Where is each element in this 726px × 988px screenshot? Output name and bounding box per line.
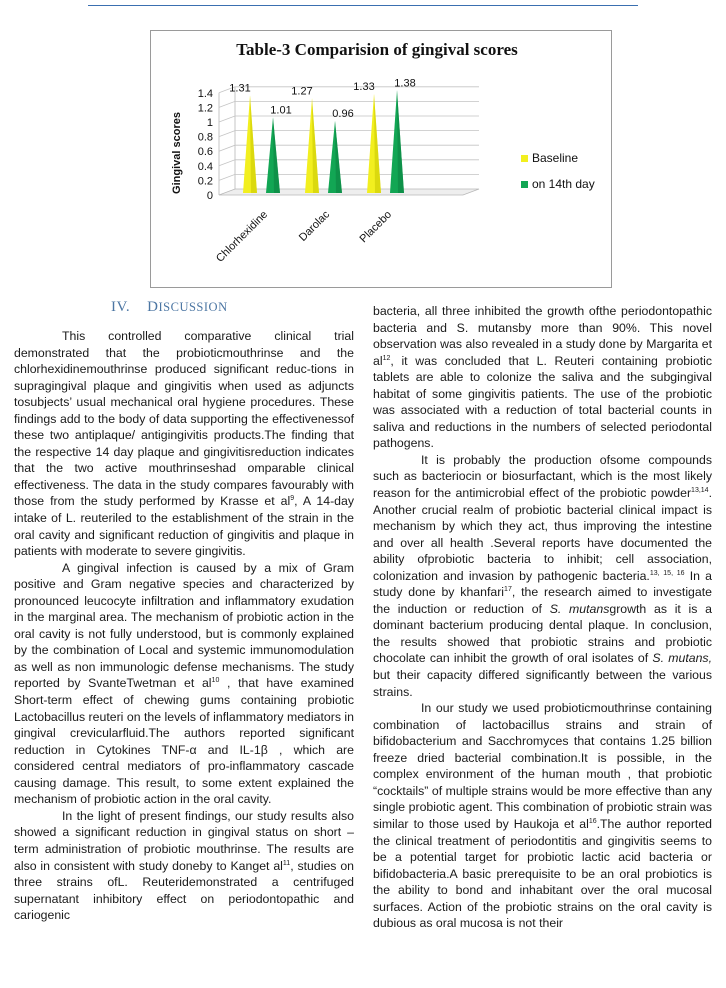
chart-floor xyxy=(219,189,479,195)
y-tick-label: 0.4 xyxy=(197,160,213,173)
left-column-text xyxy=(14,328,354,924)
y-tick-label: 1.4 xyxy=(197,87,213,100)
gingival-scores-chart xyxy=(150,30,612,288)
chart-bars xyxy=(243,90,404,193)
data-label: 1.38 xyxy=(394,77,416,90)
chart-legend xyxy=(521,151,595,191)
y-tick-label: 1.2 xyxy=(197,102,213,115)
chart-data-labels xyxy=(229,77,415,120)
data-label: 1.01 xyxy=(270,104,292,117)
gridline xyxy=(219,174,479,180)
bar-shade xyxy=(374,94,381,193)
gridline xyxy=(219,145,479,151)
legend-entry: on 14th day xyxy=(532,177,595,191)
y-tick-label: 1 xyxy=(206,117,213,129)
chart-category-labels xyxy=(214,208,394,264)
paragraph: bacteria, all three inhibited the growth ofthe periodontopathic bacteria and S. mutansby more than 90%. This novel observation was also revealed in a study done by Margarita et $al^{12}$, it was concluded that L. Reuteri containing probiotic tablets are able to colonize the saliva and the subgingival habitat of some gingivitis patients. The use of the probiotic was associated with a reduction of total bacterial counts in saliva and reductions in the numbers of selected periodontal pathogens. xyxy=(373,304,712,451)
data-label: 1.31 xyxy=(229,82,251,95)
paragraph: This controlled comparative clinical trial demonstrated that the probioticmouthrinse and the chlorhexidinemouthrinse produced significant reduc-tions in supragingival plaque and gingivitis when used as adjuncts tosubjects’ usual mechanical oral hygiene procedures. These findings add to the body of data supporting the effectivenessof these two antiplaque/ antigingivitis products.The finding that the respective 14 day plaque and gingivitisreduction indicates that the two active mouthrinseshad omparable clinical effectiveness. The data in the study compares favourably with those from the study performed by Krasse et $al^9$, A 14-day intake of L. reuteriled to the establishment of the strain in the oral cavity and significant reduction of gingivitis and plaque in patients with moderate to severe gingivitis. xyxy=(14,329,355,559)
paragraph: A gingival infection is caused by a mix of Gram positive and Gram negative species and characterized by pronounced leucocyte infiltration and inflammatory exudation in the marginal area. The mechanism of probiotic action in the oral cavity is not fully understood, but is commonly explained by the combination of Local and systemic immunomodulation as well as non immunologic defense mechanisms. The study reported by SvanteTwetman et $al^{10}$ , that have examined Short-term effect of chewing gums containing probiotic Lactobacillus reuteri on the levels of inflammatory mediators in gingival crevicularfluid.The authors reported significant reduction in Cytokines TNF-α and IL-1β , which are considered central mediators of pro-inflammatory cascade causing damage. This result, to some extent explained the mechanism of probiotic action in the oral cavity. xyxy=(14,560,354,807)
legend-entry: Baseline xyxy=(532,151,579,165)
x-tick-label: Chlorhexidine xyxy=(214,208,271,265)
bar-shade xyxy=(335,121,342,193)
y-tick-label: 0.8 xyxy=(197,131,213,144)
gridline xyxy=(219,87,479,93)
gridline xyxy=(219,131,479,137)
chart-canvas xyxy=(151,31,611,287)
data-label: 1.33 xyxy=(353,80,375,93)
right-column-text xyxy=(373,303,712,932)
gridline xyxy=(219,160,479,166)
gridline xyxy=(219,101,479,107)
bar-shade xyxy=(250,95,257,193)
y-tick-label: 0 xyxy=(206,190,213,202)
data-label: 1.27 xyxy=(291,85,313,98)
bar-shade xyxy=(312,98,319,193)
legend-swatch xyxy=(521,155,528,162)
y-tick-label: 0.6 xyxy=(197,146,213,159)
y-tick-label: 0.2 xyxy=(197,175,213,188)
legend-swatch xyxy=(521,181,528,188)
y-axis-label: Gingival scores xyxy=(171,112,183,194)
chart-title: Table-3 Comparision of gingival scores xyxy=(236,40,518,59)
paragraph: In our study we used probioticmouthrinse containing combination of lactobacillus strains and strain of bifidobacterium and Sacchromyces that contains 1.25 billion freeze dried bacterial combination.It is possible, in the complex environment of the human mouth , that probiotic “cocktails” of multiple strains would be more effective than any single probiotic agent. This combination of probiotic strain was similar to those used by Haukoja et $al^{16}.The$ author reported the clinical treatment of periodontitis and gingivitis seems to be a potential target for probiotic lactic acid bacteria or bifidobacteria.A basic prerequisite to be an oral probiotics is the ability to bond and inhabitant over the oral mucosal surfaces. Action of the probiotic strains on the oral cavity is dubious as oral mucosa is not their xyxy=(373,701,713,931)
header-rule xyxy=(88,5,638,6)
paragraph: In the light of present findings, our study results also showed a significant reduction in gingival status on short – term administration of probiotic mouthrinse. The results are also in consistent with study doneby to Kanget $al^{11}$, studies on three strains ofL. Reuteridemonstrated a centrifuged supernatant inhibitory effect on periodontopathic and cariogenic xyxy=(14,808,354,923)
bar-shade xyxy=(273,117,280,193)
x-tick-label: Darolac xyxy=(296,208,333,244)
data-label: 0.96 xyxy=(332,107,354,120)
x-tick-label: Placebo xyxy=(357,208,395,246)
section-heading-discussion: IV. DISCUSSION xyxy=(111,299,228,315)
paragraph: It is probably the production ofsome compounds such as bacteriocin or biosurfactant, which is the most likely reason for the antimicrobial effect of the probiotic powder$^{13,14}$. Another crucial realm of probiotic bacterial clinical impact is mechanism by which they act, thus improving the intestine and over all health .Several reports have documented the ability ofprobiotic bacteria to inhibit; cell association, colonization and invasion by pathogenic bacteria.$^{13, 15, 16}$ In a study done by khanfari$^{17}$, the research aimed to investigate the induction or reduction of S. mutansgrowth as it is a dominant bacterium producing dental plaque. In conclusion, the results showed that probiotic strains and probiotic chocolate can inhibit the growth of oral isolates of S. mutans, but their capacity differed significantly between the various strains. xyxy=(373,452,713,699)
bar-shade xyxy=(397,90,404,193)
